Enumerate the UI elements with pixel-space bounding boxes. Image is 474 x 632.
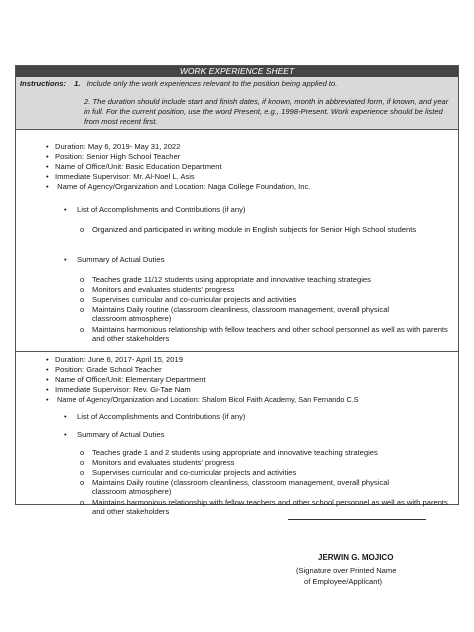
agency-line: • Name of Agency/Organization and Location: Shalom Bicol Faith Academy, San Fernando C.S bbox=[46, 395, 359, 404]
supervisor-line: • Immediate Supervisor: Mr. Al-Noel L. Asis bbox=[46, 172, 195, 181]
instructions-label: Instructions: bbox=[20, 79, 66, 88]
position-line: • Position: Grade School Teacher bbox=[46, 365, 162, 374]
accomplishments-heading: • List of Accomplishments and Contributions (if any) bbox=[64, 412, 246, 421]
accomplishment-item: o Organized and participated in writing module in English subjects for Senior High School students bbox=[80, 225, 417, 234]
duration-line: • Duration: May 6, 2019- May 31, 2022 bbox=[46, 142, 181, 151]
instructions-box bbox=[16, 77, 458, 130]
office-line: • Name of Office/Unit: Basic Education Department bbox=[46, 162, 222, 171]
duty-item: o Monitors and evaluates students' progress bbox=[80, 458, 235, 467]
sheet-title: WORK EXPERIENCE SHEET bbox=[16, 66, 458, 77]
work-experience-sheet bbox=[15, 65, 459, 516]
office-line: • Name of Office/Unit: Elementary Department bbox=[46, 375, 206, 384]
duty-item: o Maintains harmonious relationship with fellow teachers and other school personnel as well as with parents and other stakeholders bbox=[80, 498, 448, 516]
supervisor-line: • Immediate Supervisor: Rev. Gi-Tae Nam bbox=[46, 385, 191, 394]
signature-caption: of Employee/Applicant) bbox=[304, 577, 383, 586]
duty-item: o Teaches grade 11/12 students using appropriate and innovative teaching strategies bbox=[80, 275, 371, 284]
instruction-2: 2. The duration should include start and finish dates, if known, month in abbreviated form, if known, and year in full. For the current position, use the word Present, e.g., 1998-Present. Work experience should be listed from most recent first. bbox=[84, 97, 449, 126]
position-line: • Position: Senior High School Teacher bbox=[46, 152, 181, 161]
duty-item: o Maintains harmonious relationship with fellow teachers and other school personnel as well as with parents and other stakeholders bbox=[80, 325, 448, 343]
duty-item: o Maintains Daily routine (classroom cleanliness, classroom management, overall physical classroom atmosphere) bbox=[80, 478, 390, 496]
signature-caption: (Signature over Printed Name bbox=[296, 566, 397, 575]
signature-line bbox=[288, 519, 426, 520]
duration-line: • Duration: June 6, 2017- April 15, 2019 bbox=[46, 355, 183, 364]
duty-item: o Teaches grade 1 and 2 students using appropriate and innovative teaching strategies bbox=[80, 448, 378, 457]
instruction-1: Instructions: 1. Include only the work experiences relevant to the position being applied to. bbox=[20, 79, 338, 88]
accomplishments-heading: • List of Accomplishments and Contributions (if any) bbox=[64, 205, 246, 214]
duty-item: o Maintains Daily routine (classroom cleanliness, classroom management, overall physical classroom atmosphere) bbox=[80, 305, 390, 323]
agency-line: • Name of Agency/Organization and Location: Naga College Foundation, Inc. bbox=[46, 182, 311, 191]
duties-heading: • Summary of Actual Duties bbox=[64, 430, 165, 439]
experience-entry bbox=[16, 130, 458, 352]
duties-heading: • Summary of Actual Duties bbox=[64, 255, 165, 264]
signatory-name: JERWIN G. MOJICO bbox=[318, 553, 394, 562]
duty-item: o Supervises curricular and co-curricular projects and activities bbox=[80, 468, 297, 477]
duty-item: o Supervises curricular and co-curricular projects and activities bbox=[80, 295, 297, 304]
experience-entry bbox=[16, 352, 458, 516]
duty-item: o Monitors and evaluates students' progress bbox=[80, 285, 235, 294]
